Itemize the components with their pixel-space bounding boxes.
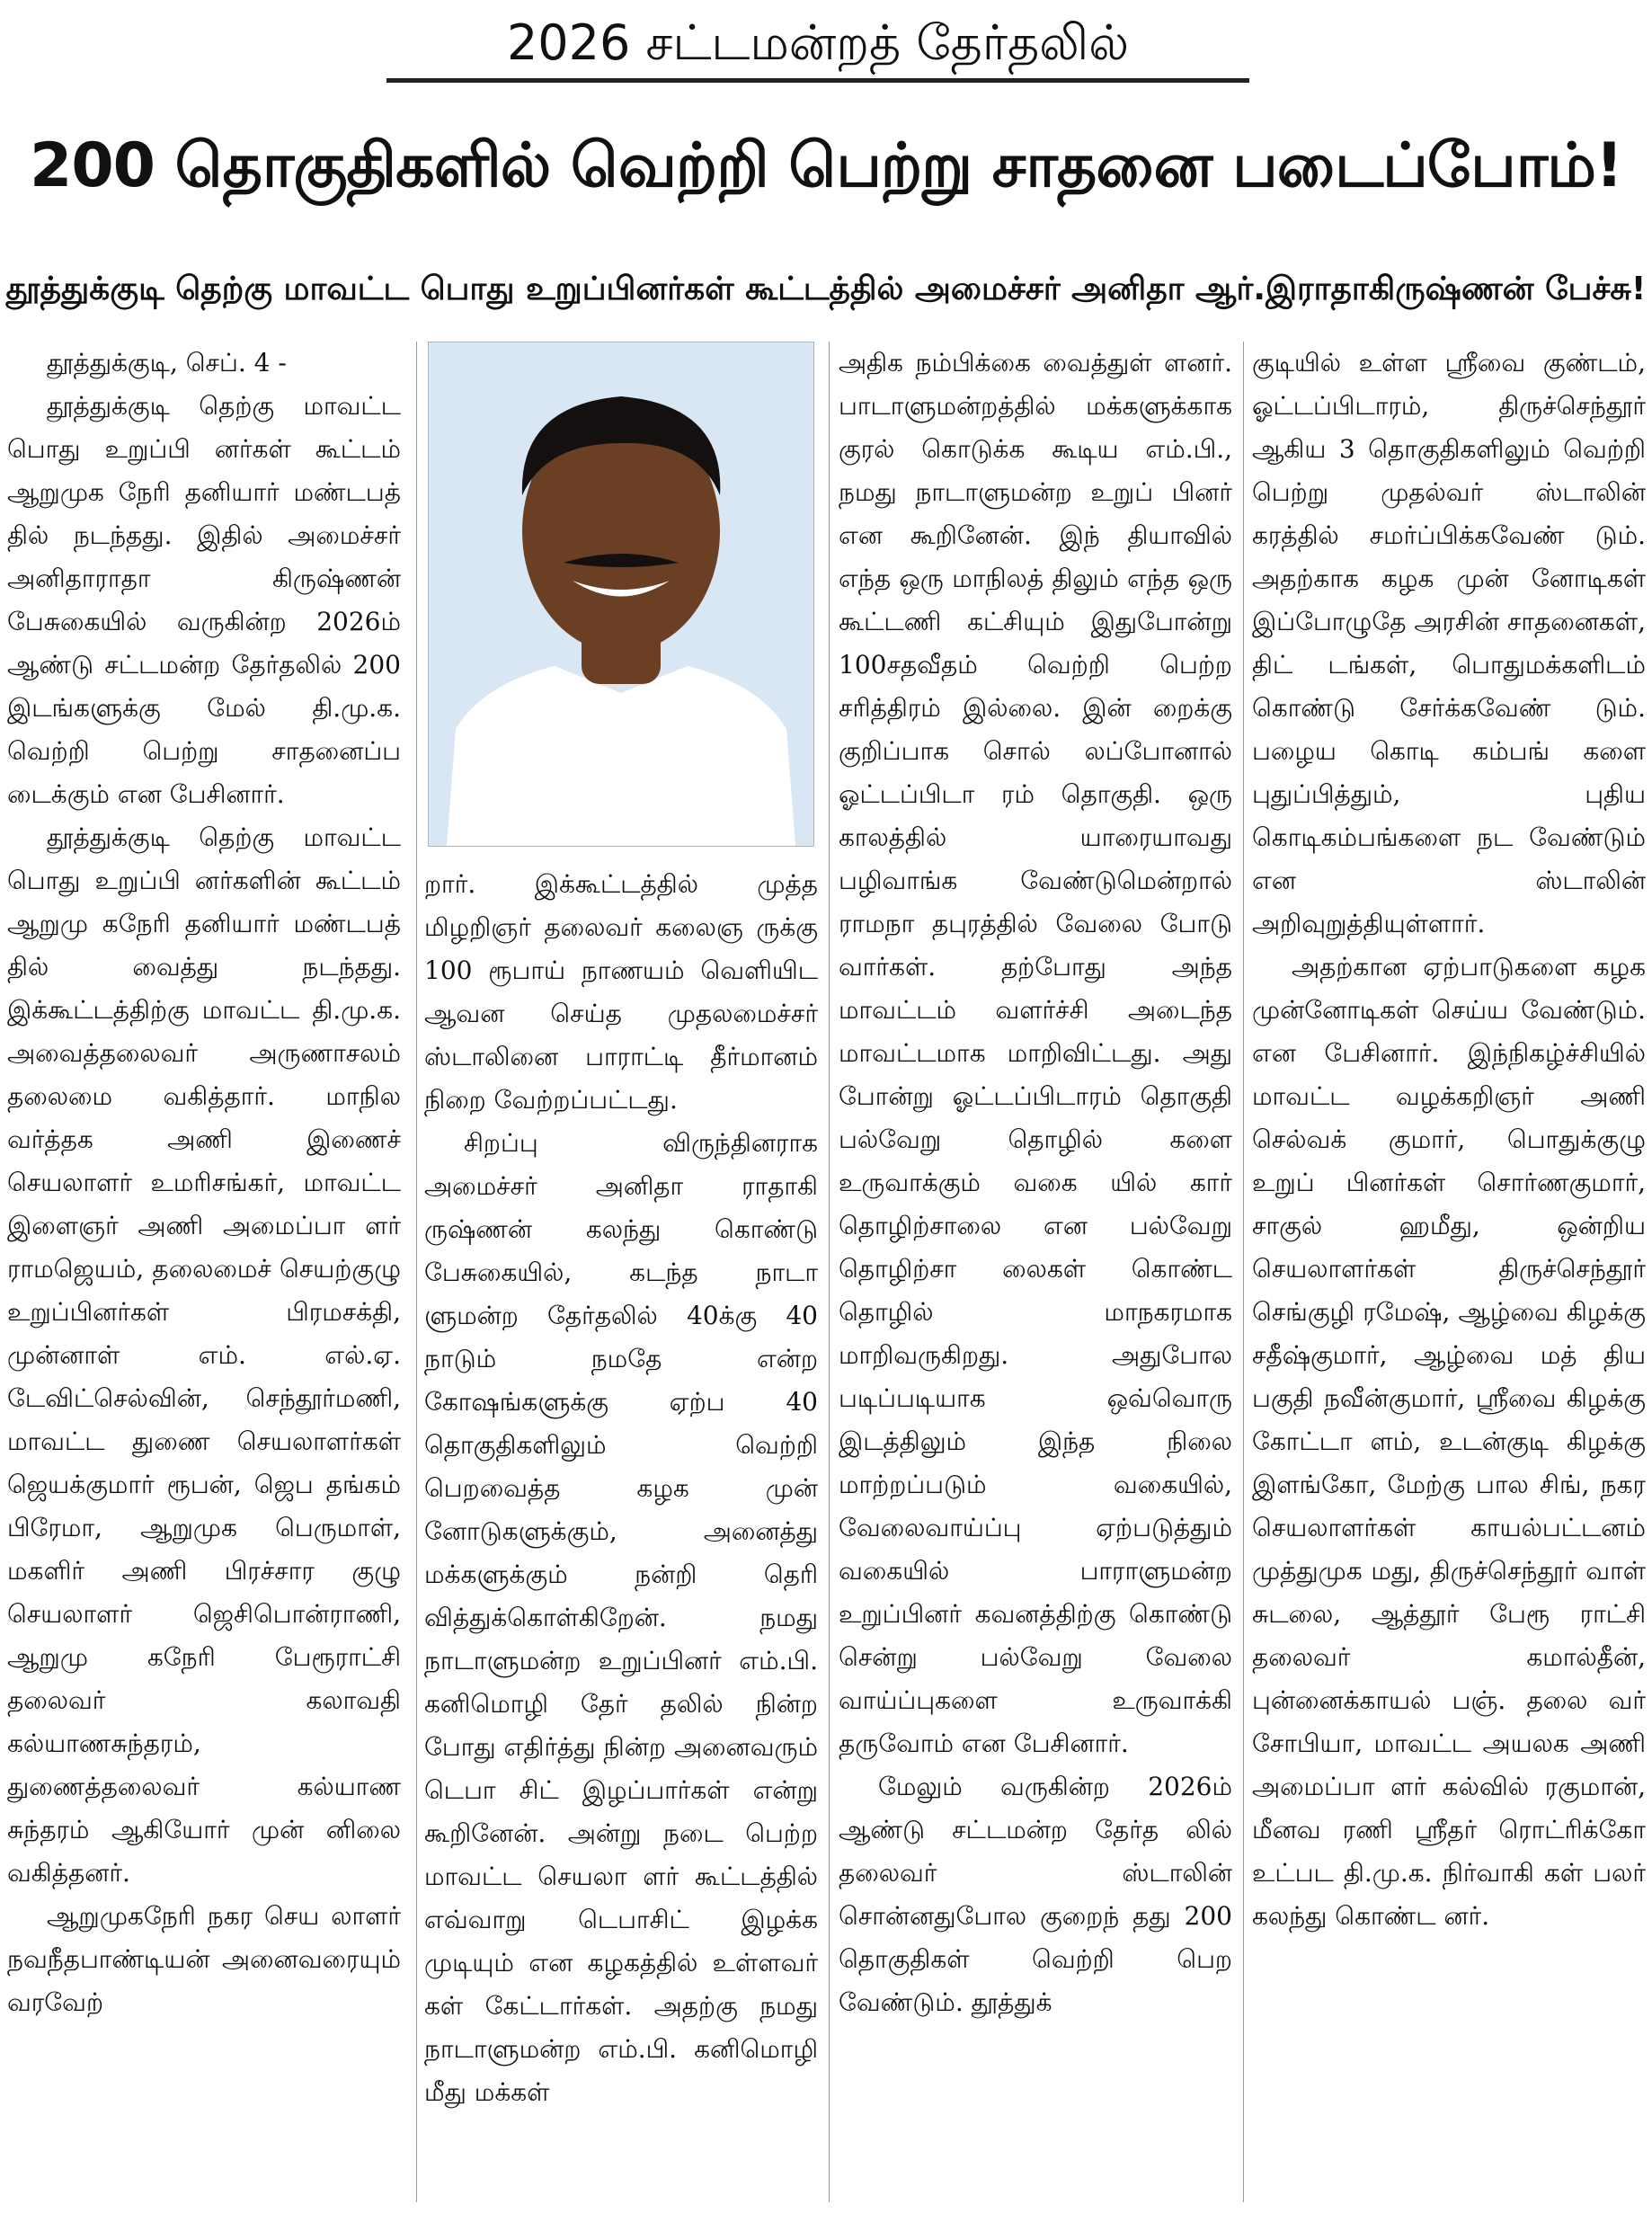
paragraph: சிறப்பு விருந்தினராக அமைச்சர் அனிதா ராதாகி ருஷ்ணன் கலந்து கொண்டு பேசுகையில், கடந்த நாடா ளுமன்ற தேர்தலில் 40க்கு 40 நாடும் நமதே என்ற கோஷங்களுக்கு ஏற்ப 40 தொகுதிகளிலும் வெற்றி பெறவைத்த கழக முன் னோடுகளுக்கும், அனைத்து மக்களுக்கும் நன்றி தெரி வித்துக்கொள்கிறேன். நமது நாடாளுமன்ற உறுப்பினர் எம்.பி. கனிமொழி தேர் தலில் நின்ற போது எதிர்த்து நின்ற அனைவரும் டெபா சிட் இழப்பார்கள் என்று கூறினேன். அன்று நடை பெற்ற மாவட்ட செயலா ளர் கூட்டத்தில் எவ்வாறு டெபாசிட் இழக்க முடியும் என கழகத்தில் உள்ளவர் கள் கேட்டார்கள். அதற்கு நமது நாடாளுமன்ற எம்.பி. கனிமொழி மீது மக்கள்	[424, 1128, 818, 2107]
minister-photo	[428, 342, 814, 847]
paragraph: குடியில் உள்ள ஸ்ரீவை குண்டம், ஓட்டப்பிடாரம், திருச்செந்தூர் ஆகிய 3 தொகுதிகளிலும் வெற்றி பெற்று முதல்வர் ஸ்டாலின் கரத்தில் சமர்ப்பிக்கவேண் டும். அதற்காக கழக முன் னோடிகள் இப்போழுதே அரசின் சாதனைகள், திட் டங்கள், பொதுமக்களிடம் கொண்டு சேர்க்கவேண் டும். பழைய கொடி கம்பங் களை புதுப்பித்தும், புதிய கொடிகம்பங்களை நட வேண்டும் என ஸ்டாலின் அறிவுறுத்தியுள்ளார்.	[1252, 348, 1647, 938]
article-column-1	[7, 342, 401, 2024]
article-column-2	[424, 863, 818, 2114]
paragraph: தூத்துக்குடி தெற்கு மாவட்ட பொது உறுப்பி னர்கள் கூட்டம் ஆறுமுக நேரி தனியார் மண்டபத் தில் நடந்தது. இதில் அமைச்சர் அனிதாராதா கிருஷ்ணன் பேசுகையில் வருகின்ற 2026ம் ஆண்டு சட்டமன்ற தேர்தலில் 200 இடங்களுக்கு மேல் தி.மு.க. வெற்றி பெற்று சாதனைப்ப டைக்கும் என பேசினார்.	[7, 391, 401, 809]
paragraph: றார். இக்கூட்டத்தில் முத்த மிழறிஞர் தலைவர் கலைஞ ருக்கு 100 ரூபாய் நாணயம் வெளியிட ஆவன செய்த முதலமைச்சர் ஸ்டாலினை பாராட்டி தீர்மானம் நிறை வேற்றப்பட்டது.	[424, 869, 818, 1115]
article-column-4	[1252, 342, 1646, 1938]
subheadline: தூத்துக்குடி தெற்கு மாவட்ட பொது உறுப்பினர்கள் கூட்டத்தில் அமைச்சர் அனிதா ஆர்.இராதாகிருஷ்ணன் பேச்சு!	[5, 271, 1647, 307]
dateline: தூத்துக்குடி, செப். 4 -	[47, 348, 287, 378]
column-divider	[829, 342, 830, 2202]
headline: 200 தொகுதிகளில் வெற்றி பெற்று சாதனை படைப்போம்!	[30, 130, 1622, 201]
paragraph: அதற்கான ஏற்பாடுகளை கழக முன்னோடிகள் செய்ய வேண்டும். என பேசினார். இந்நிகழ்ச்சியில் மாவட்ட வழக்கறிஞர் அணி செல்வக் குமார், பொதுக்குழு உறுப் பினர்கள் சொர்ணகுமார், சாகுல் ஹமீது, ஒன்றிய செயலாளர்கள் திருச்செந்தூர் செங்குழி ரமேஷ், ஆழ்வை கிழக்கு சதீஷ்குமார், ஆழ்வை மத் திய பகுதி நவீன்குமார், ஸ்ரீவை கிழக்கு கோட்டா ளம், உடன்குடி கிழக்கு இளங்கோ, மேற்கு பால சிங், நகர செயலாளர்கள் காயல்பட்டனம் முத்துமுக மது, திருச்செந்தூர் வாள் சுடலை, ஆத்தூர் பேரூ ராட்சி தலைவர் கமால்தீன், புன்னைக்காயல் பஞ். தலை வர் சோபியா, மாவட்ட அயலக அணி அமைப்பா ளர் கல்வில் ரகுமான், மீனவ ரணி ஸ்ரீதர் ரொட்ரிக்கோ உட்பட தி.மு.க. நிர்வாகி கள் பலர் கலந்து கொண்ட னர்.	[1252, 952, 1646, 1931]
paragraph: மேலும் வருகின்ற 2026ம் ஆண்டு சட்டமன்ற தேர்த லில் தலைவர் ஸ்டாலின் சொன்னதுபோல குறைந் தது 200 தொகுதிகள் வெற்றி பெற வேண்டும். தூத்துக்	[839, 1772, 1232, 2017]
portrait-image	[429, 342, 813, 846]
kicker-title: 2026 சட்டமன்றத் தேர்தலில்	[386, 9, 1249, 83]
paragraph: அதிக நம்பிக்கை வைத்துள் ளனர். பாடாளுமன்றத்தில் மக்களுக்காக குரல் கொடுக்க கூடிய எம்.பி., நமது நாடாளுமன்ற உறுப் பினர் என கூறினேன். இந் தியாவில் எந்த ஒரு மாநிலத் திலும் எந்த ஒரு கூட்டணி கட்சியும் இதுபோன்று 100சதவீதம் வெற்றி பெற்ற சரித்திரம் இல்லை. இன் றைக்கு குறிப்பாக சொல் லப்போனால் ஓட்டப்பிடா ரம் தொகுதி. ஒரு காலத்தில் யாரையாவது பழிவாங்க வேண்டுமென்றால் ராமநா தபுரத்தில் வேலை போடு வார்கள். தற்போது அந்த மாவட்டம் வளர்ச்சி அடைந்த மாவட்டமாக மாறிவிட்டது. அது போன்று ஓட்டப்பிடாரம் தொகுதி பல்வேறு தொழில் களை உருவாக்கும் வகை யில் கார் தொழிற்சாலை என பல்வேறு தொழிற்சா லைகள் கொண்ட தொழில் மாநகரமாக மாறிவருகிறது. அதுபோல படிப்படியாக ஒவ்வொரு இடத்திலும் இந்த நிலை மாற்றப்படும் வகையில், வேலைவாய்ப்பு ஏற்படுத்தும் வகையில் பாராளுமன்ற உறுப்பினர் கவனத்திற்கு கொண்டு சென்று பல்வேறு வேலை வாய்ப்புகளை உருவாக்கி தருவோம் என பேசினார்.	[839, 348, 1232, 1758]
column-divider	[416, 342, 417, 2202]
column-divider	[1243, 342, 1244, 2202]
paragraph: ஆறுமுகநேரி நகர செய லாளர் நவநீதபாண்டியன் அனைவரையும் வரவேற்	[7, 1901, 401, 2017]
paragraph: தூத்துக்குடி தெற்கு மாவட்ட பொது உறுப்பி னர்களின் கூட்டம் ஆறுமு கநேரி தனியார் மண்டபத் தில் வைத்து நடந்தது. இக்கூட்டத்திற்கு மாவட்ட தி.மு.க. அவைத்தலைவர் அருணாசலம் தலைமை வகித்தார். மாநில வர்த்தக அணி இணைச் செயலாளர் உமரிசங்கர், மாவட்ட இளைஞர் அணி அமைப்பா ளர் ராமஜெயம், தலைமைச் செயற்குழு உறுப்பினர்கள் பிரமசக்தி, முன்னாள் எம். எல்.ஏ. டேவிட்செல்வின், செந்தூர்மணி, மாவட்ட துணை செயலாளர்கள் ஜெயக்குமார் ரூபன், ஜெப தங்கம் பிரேமா, ஆறுமுக பெருமாள், மகளிர் அணி பிரச்சார குழு செயலாளர் ஜெசிபொன்ராணி, ஆறுமு கநேரி பேரூராட்சி தலைவர் கலாவதி கல்யாணசுந்தரம், துணைத்தலைவர் கல்யாண சுந்தரம் ஆகியோர் முன் னிலை வகித்தனர்.	[7, 822, 401, 1888]
article-column-3	[839, 342, 1232, 2024]
